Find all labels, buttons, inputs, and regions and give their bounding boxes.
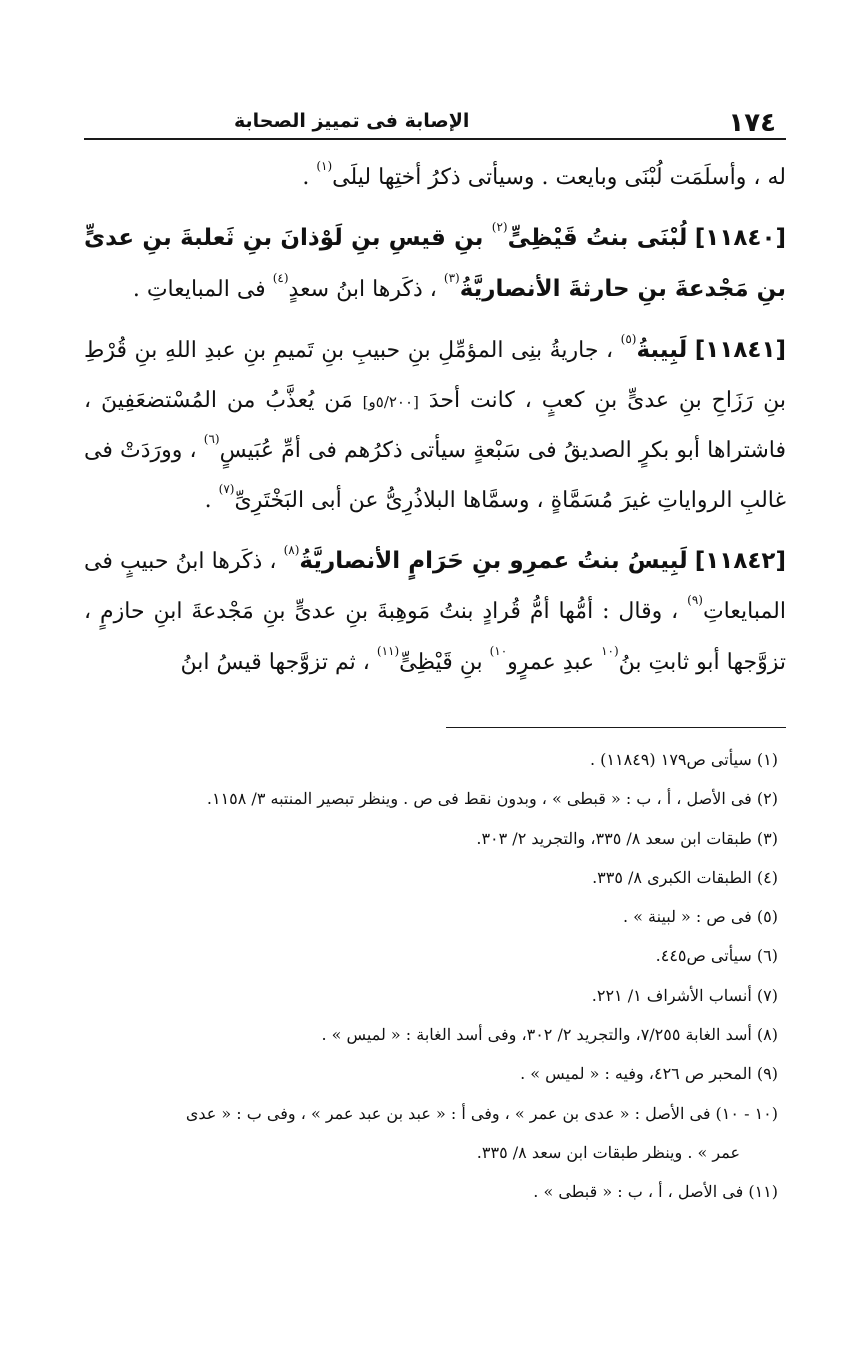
footnote-ref: (٤) bbox=[272, 271, 289, 285]
paragraph-text: فى المبايعاتِ . bbox=[132, 277, 273, 302]
footnote-4: (٤) الطبقات الكبرى ٨/ ٣٣٥. bbox=[592, 867, 778, 887]
paragraph-text: ، وقال : أمُّها أمُّ قُرادٍ بنتُ مَوهِبةَ بنِ عدىٍّ بنِ مَجْدعةَ ابنِ حازمٍ ، تزوَّجها أبو ثابتِ بنُ bbox=[84, 599, 786, 675]
manuscript-ref: [٥/٢٠٠و] bbox=[362, 393, 419, 411]
page-header bbox=[84, 100, 786, 140]
footnote-ref: (١١) bbox=[376, 643, 400, 658]
footnote-1: (١) سيأتى ص١٧٩ (١١٨٤٩) . bbox=[590, 750, 778, 769]
entry-name: لَبِيبةُ bbox=[636, 336, 688, 363]
footnote-9: (٩) المحبر ص ٤٢٦، وفيه : « لميس » . bbox=[520, 1064, 778, 1084]
paragraph-continuation bbox=[84, 154, 786, 205]
footnote-10-continuation: عمر » . وينظر طبقات ابن سعد ٨/ ٣٣٥. bbox=[476, 1142, 740, 1162]
footnotes bbox=[84, 740, 786, 1212]
page-number: ١٧٤ bbox=[728, 108, 776, 138]
footnote-ref: ١٠) bbox=[489, 643, 508, 658]
paragraph-text: ، جاريةُ بنِى المؤمِّلِ بنِ حبيبِ بنِ تَميمِ بنِ عبدِ اللهِ بنِ قُرْطِ بنِ رَزَاحِ بنِ عدىٍّ بنِ كعبٍ ، كانت أحدَ bbox=[84, 337, 786, 413]
entry-11840 bbox=[84, 214, 786, 317]
paragraph-text: ، ذكَرها ابنُ سعدٍ bbox=[288, 277, 444, 302]
footnote-6: (٦) سيأتى ص٤٤٥. bbox=[655, 946, 778, 966]
running-title: الإصابة فى تمييز الصحابة bbox=[234, 110, 470, 132]
footnote-11: (١١) فى الأصل ، أ ، ب : « قبطى » . bbox=[533, 1182, 778, 1202]
footnote-8: (٨) أسد الغابة ٧/٢٥٥، والتجريد ٢/ ٣٠٢، وفى أسد الغابة : « لميس » . bbox=[321, 1025, 778, 1045]
paragraph-text: له ، وأسلَمَت لُبْنَى وبايعت . وسيأتى ذكرُ أختِها ليلَى bbox=[332, 165, 786, 190]
paragraph-text: ، وورَدَتْ فى غالبِ الرواياتِ غيرَ مُسَمَّاةٍ ، وسمَّاها البلاذُرِىُّ عن أبى البَخْتَرِىِّ bbox=[84, 437, 786, 513]
entry-number: [١١٨٤٠] bbox=[694, 224, 787, 251]
footnote-3: (٣) طبقات ابن سعد ٨/ ٣٣٥، والتجريد ٢/ ٣٠٣. bbox=[476, 828, 778, 848]
paragraph-text: . bbox=[302, 165, 317, 190]
entry-number: [١١٨٤٢] bbox=[694, 547, 786, 574]
footnote-ref: (٨) bbox=[283, 542, 300, 557]
main-text bbox=[84, 154, 786, 689]
footnote-5: (٥) فى ص : « لبينة » . bbox=[622, 907, 778, 927]
footnote-ref: (٢) bbox=[491, 219, 508, 234]
entry-name: لُبْنَى بنتُ قَيْظِىٍّ bbox=[507, 224, 688, 251]
entry-name: لَبِيسُ بنتُ عمرِو بنِ حَرَامٍ الأنصاريَّةُ bbox=[299, 547, 688, 574]
footnote-ref: (٧) bbox=[218, 482, 235, 496]
footnote-ref: (٩) bbox=[687, 593, 703, 607]
footnote-10-text: (١٠ - ١٠) فى الأصل : « عدى بن عمر » ، وفى أ : « عبد بن عبد عمر » ، وفى ب : « عدى bbox=[185, 1103, 778, 1123]
entry-lineage: بنِ قيسِ بنِ لَوْذانَ بنِ ثَعلبةَ بنِ عدىٍّ بنِ مَجْدعةَ بنِ حارثةَ الأنصاريَّةُ bbox=[84, 224, 786, 302]
paragraph-text: ، ذكَرها ابنُ حبيبٍ فى المبايعاتِ bbox=[84, 548, 786, 624]
footnote-ref: (٦) bbox=[203, 431, 220, 446]
footnote-2: (٢) فى الأصل ، أ ، ب : « قبطى » ، وبدون نقط فى ص . وينظر تبصير المنتبه ٣/ ١١٥٨. bbox=[206, 789, 778, 809]
paragraph-text: بنِ قَيْظِىٍّ bbox=[399, 649, 490, 675]
footnote-10 bbox=[84, 1094, 786, 1173]
paragraph-text: . bbox=[204, 488, 219, 513]
footnote-ref: (١٠ bbox=[601, 643, 619, 658]
entry-11842 bbox=[84, 537, 786, 690]
footnote-separator bbox=[446, 727, 786, 728]
paragraph-text: عبدِ عمرٍو bbox=[507, 649, 602, 675]
entry-11841 bbox=[84, 326, 786, 528]
footnote-ref: (٣) bbox=[443, 271, 460, 285]
paragraph-text: ، ثم تزوَّجها قيسُ ابنُ bbox=[180, 649, 377, 675]
footnote-7: (٧) أنساب الأشراف ١/ ٢٢١. bbox=[591, 985, 778, 1005]
footnote-ref: (١) bbox=[316, 159, 333, 173]
paragraph-text: مَن يُعذَّبُ من المُسْتضعَفِينَ ، فاشتراها أبو بكرٍ الصديقُ فى سَبْعةٍ سيأتى ذكرُهم فى أمِّ عُبَيسٍ bbox=[84, 388, 786, 463]
footnote-ref: (٥) bbox=[620, 331, 637, 346]
entry-number: [١١٨٤١] bbox=[694, 336, 787, 363]
